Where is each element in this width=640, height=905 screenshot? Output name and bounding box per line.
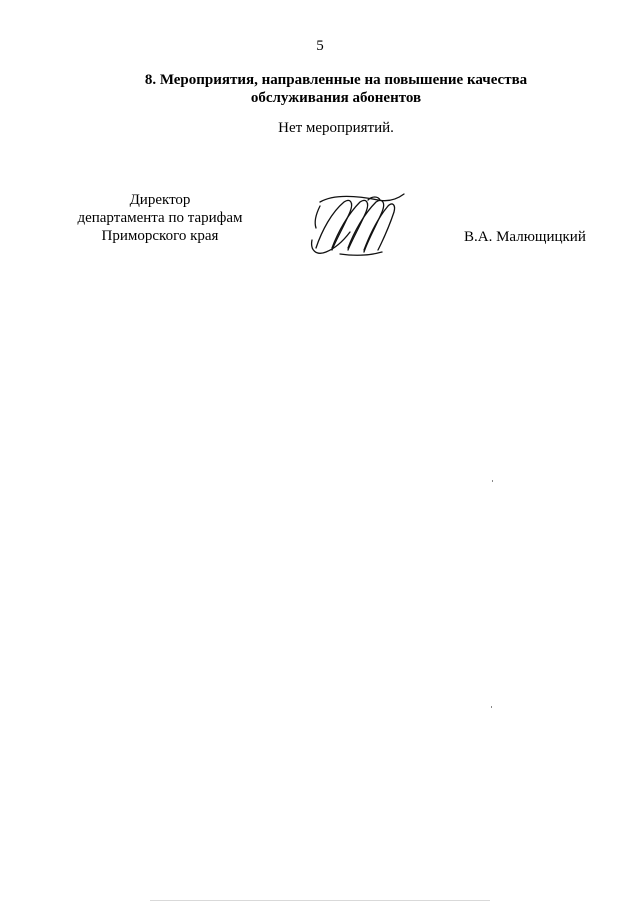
signatory-position-line-1: Директор: [129, 192, 191, 208]
section-heading-line-2: обслуживания абонентов: [250, 90, 422, 106]
section-body-text: Нет мероприятий.: [278, 120, 394, 136]
section-heading: [0, 71, 640, 107]
signatory-position-line-3: Приморского края: [101, 228, 219, 244]
signatory-position-line-2: департамента по тарифам: [77, 210, 243, 226]
page-number: 5: [316, 38, 324, 54]
signatory-position: [62, 191, 258, 245]
section-heading-line-1: 8. Мероприятия, направленные на повышение качества: [144, 72, 528, 88]
handwritten-signature: [306, 190, 410, 260]
signer-name: В.А. Малющицкий: [464, 229, 586, 245]
scan-speck: [492, 480, 493, 482]
scan-speck: [491, 706, 492, 708]
scan-edge-line: [150, 900, 490, 901]
